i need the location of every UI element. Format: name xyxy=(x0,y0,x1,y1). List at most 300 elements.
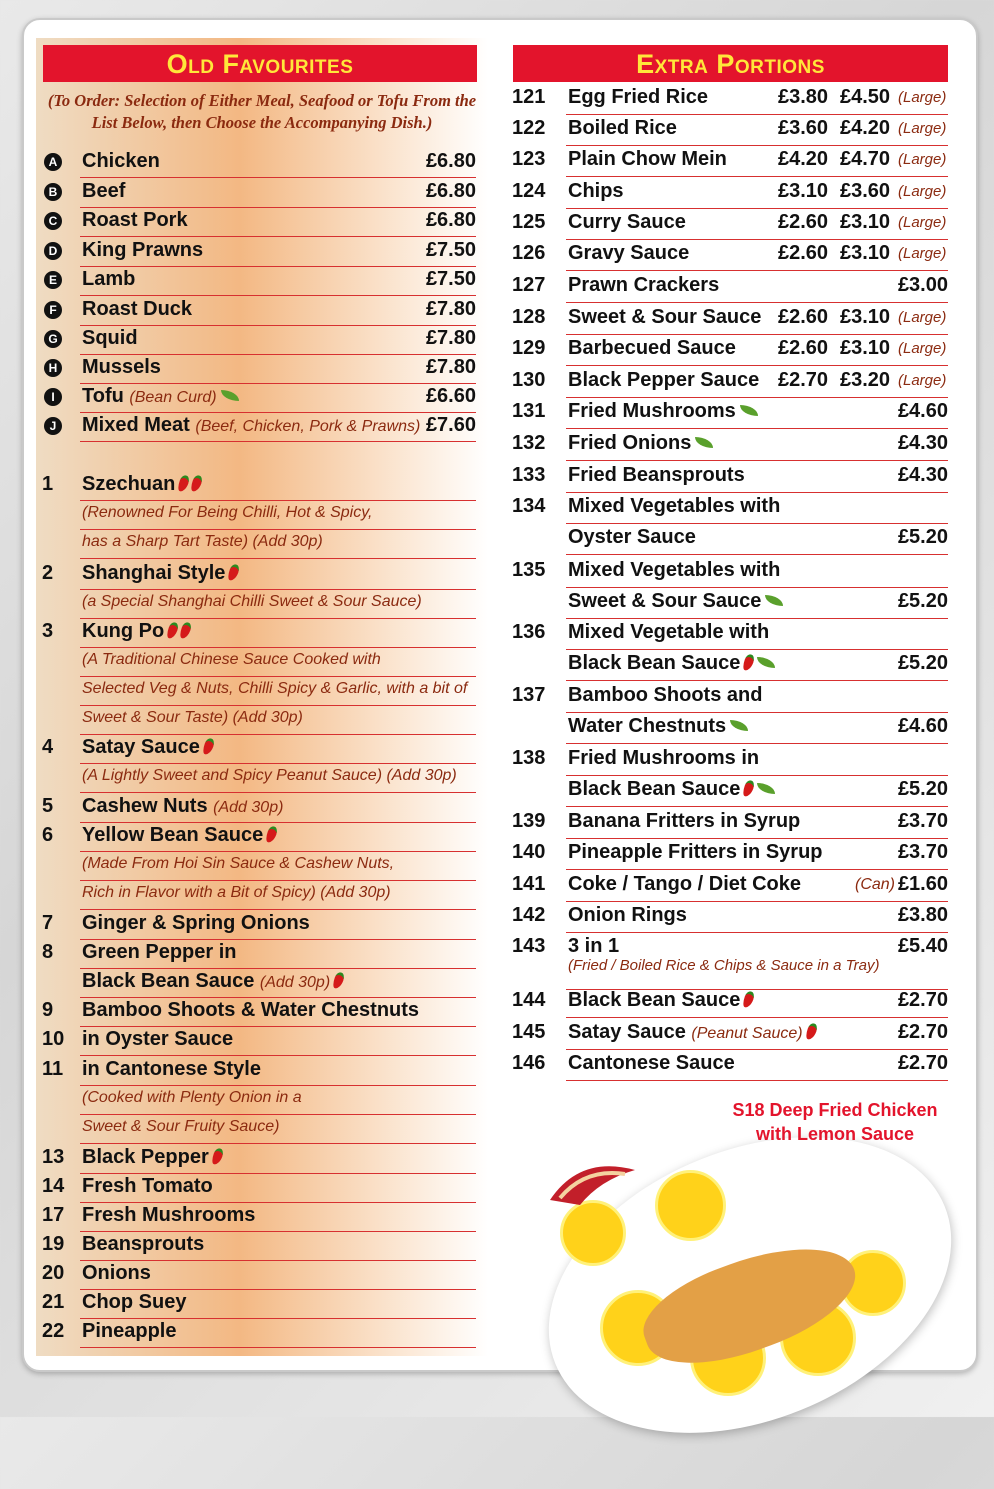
row-divider xyxy=(80,1026,476,1027)
meat-price: £7.80 xyxy=(425,298,476,320)
dish-description: Selected Veg & Nuts, Chilli Spicy & Garlic, with a bit of xyxy=(82,680,468,697)
extra-number: 141 xyxy=(512,873,546,895)
row-divider xyxy=(80,1085,476,1086)
row-divider xyxy=(80,558,476,559)
row-divider xyxy=(80,266,476,267)
extra-name-text: Satay Sauce xyxy=(568,1021,686,1043)
dish-description: (Renowned For Being Chilli, Hot & Spicy, xyxy=(82,504,373,521)
extra-price: £4.30 xyxy=(897,432,948,454)
row-divider xyxy=(80,909,476,910)
meat-price: £6.80 xyxy=(425,180,476,202)
extra-name-text: Sweet & Sour Sauce xyxy=(568,306,762,328)
row-divider xyxy=(80,295,476,296)
row-divider xyxy=(566,775,948,776)
extra-name-text: Banana Fritters in Syrup xyxy=(568,810,801,832)
dish-number: 2 xyxy=(42,562,54,584)
lemon-slice xyxy=(655,1170,726,1241)
dish-name-text: in Oyster Sauce xyxy=(82,1028,234,1050)
meat-option-name xyxy=(82,385,239,408)
row-divider xyxy=(80,207,476,208)
row-divider xyxy=(80,383,476,384)
extra-price: £5.40 xyxy=(897,935,948,957)
extra-price: £5.20 xyxy=(897,652,948,674)
extra-name-text: Mixed Vegetable with xyxy=(568,621,770,643)
extra-price: £2.70 xyxy=(897,1052,948,1074)
extra-name-line-2 xyxy=(568,652,775,675)
dish-number: 17 xyxy=(42,1204,65,1226)
extra-number: 144 xyxy=(512,989,546,1011)
extra-name-line-2 xyxy=(568,778,775,801)
row-divider xyxy=(80,1114,476,1115)
dish-number: 14 xyxy=(42,1175,65,1197)
leaf-icon xyxy=(757,657,775,668)
extra-price: £3.70 xyxy=(897,810,948,832)
chilli-icon xyxy=(742,653,756,672)
row-divider xyxy=(80,1289,476,1290)
photo-caption xyxy=(700,1098,970,1146)
extra-name-text: Boiled Rice xyxy=(568,117,677,139)
row-divider xyxy=(566,492,948,493)
chilli-icon xyxy=(166,621,180,640)
dish-number: 6 xyxy=(42,824,54,846)
row-divider xyxy=(566,649,948,650)
extra-name-text: Chips xyxy=(568,180,624,202)
dish-description: Sweet & Sour Taste) (Add 30p) xyxy=(82,709,303,726)
dish-name xyxy=(82,473,201,496)
row-divider xyxy=(80,1318,476,1319)
row-divider xyxy=(80,1055,476,1056)
row-divider xyxy=(566,239,948,240)
extra-name xyxy=(568,621,769,644)
dish-number: 5 xyxy=(42,795,54,817)
extra-price-regular: £3.60 xyxy=(778,117,829,139)
option-letter-badge: H xyxy=(44,359,62,377)
dish-name-text: Chop Suey xyxy=(82,1291,187,1313)
extra-name-text: Barbecued Sauce xyxy=(568,337,736,359)
dish-description: (a Special Shanghai Chilli Sweet & Sour Sauce) xyxy=(82,593,422,610)
extra-price: £5.20 xyxy=(897,526,948,548)
row-divider xyxy=(566,1017,948,1018)
row-divider xyxy=(80,1260,476,1261)
extra-price-large: £3.10 xyxy=(840,337,891,359)
dish-description: (Cooked with Plenty Onion in a xyxy=(82,1089,302,1106)
row-divider xyxy=(80,1231,476,1232)
meat-name-text: Lamb xyxy=(82,268,136,290)
row-divider xyxy=(566,838,948,839)
meat-name-text: King Prawns xyxy=(82,239,204,261)
extra-number: 135 xyxy=(512,559,546,581)
extra-price: £1.60 xyxy=(897,873,948,895)
large-label: (Large) xyxy=(898,245,947,262)
extra-name-text: Cantonese Sauce xyxy=(568,1052,735,1074)
dish-number: 4 xyxy=(42,736,54,758)
extra-price: £3.80 xyxy=(897,904,948,926)
row-divider xyxy=(566,270,948,271)
extra-price-large: £4.70 xyxy=(840,148,891,170)
meat-price: £6.60 xyxy=(425,385,476,407)
meat-price: £7.80 xyxy=(425,327,476,349)
large-label: (Large) xyxy=(898,151,947,168)
meat-option-name xyxy=(82,356,161,379)
extra-name xyxy=(568,432,713,455)
row-divider xyxy=(566,365,948,366)
meat-name-text: Squid xyxy=(82,327,138,349)
extra-number: 126 xyxy=(512,242,546,264)
extra-name xyxy=(568,369,759,392)
extra-price-regular: £3.10 xyxy=(778,180,829,202)
extra-price: £3.00 xyxy=(897,274,948,296)
option-letter-badge: F xyxy=(44,301,62,319)
meat-name-text: Tofu xyxy=(82,385,124,407)
extra-name xyxy=(568,242,689,265)
meat-price: £7.50 xyxy=(425,239,476,261)
dish-name-text: Shanghai Style xyxy=(82,562,226,584)
row-divider xyxy=(80,441,476,442)
extra-name xyxy=(568,1052,735,1075)
large-label: (Large) xyxy=(898,340,947,357)
dish-name-text: Pineapple xyxy=(82,1320,177,1342)
dish-name-text: Szechuan xyxy=(82,473,176,495)
extra-price-regular: £3.80 xyxy=(778,86,829,108)
row-divider xyxy=(80,1143,476,1144)
row-divider xyxy=(566,806,948,807)
extra-name xyxy=(568,274,719,297)
extra-portions-banner xyxy=(513,45,948,82)
dish-name-text: Black Bean Sauce xyxy=(82,970,255,992)
dish-name xyxy=(82,1146,222,1169)
extra-price: £5.20 xyxy=(897,778,948,800)
extra-price: £4.60 xyxy=(897,715,948,737)
extra-name xyxy=(568,1021,816,1044)
extra-price-large: £3.20 xyxy=(840,369,891,391)
extra-name xyxy=(568,117,677,140)
row-divider xyxy=(80,792,476,793)
row-divider xyxy=(80,939,476,940)
large-label: (Large) xyxy=(898,183,947,200)
extra-number: 139 xyxy=(512,810,546,832)
row-divider xyxy=(566,712,948,713)
row-divider xyxy=(80,529,476,530)
dish-name-text: Green Pepper in xyxy=(82,941,237,963)
extra-number: 142 xyxy=(512,904,546,926)
dish-number: 19 xyxy=(42,1233,65,1255)
row-divider xyxy=(566,932,948,933)
dish-name xyxy=(82,824,276,847)
row-divider xyxy=(566,901,948,902)
row-divider xyxy=(566,460,948,461)
extra-name-text: 3 in 1 xyxy=(568,935,620,957)
large-label: (Large) xyxy=(898,89,947,106)
unit-label: (Can) xyxy=(854,876,895,893)
extra-name xyxy=(568,810,800,833)
extra-price-large: £3.10 xyxy=(840,211,891,233)
extra-name xyxy=(568,904,687,927)
extra-name xyxy=(568,873,801,896)
dish-name-line-2 xyxy=(82,970,343,993)
dish-name-text: Fresh Tomato xyxy=(82,1175,213,1197)
row-divider xyxy=(80,177,476,178)
extra-name-text: Coke / Tango / Diet Coke xyxy=(568,873,801,895)
row-divider xyxy=(80,325,476,326)
dish-surcharge: (Add 30p) xyxy=(259,974,331,991)
extra-name-text: Fried Mushrooms xyxy=(568,400,736,422)
chilli-icon xyxy=(177,474,191,493)
extra-price-regular: £4.20 xyxy=(778,148,829,170)
option-letter-badge: I xyxy=(44,388,62,406)
extra-price-large: £4.20 xyxy=(840,117,891,139)
extra-number: 133 xyxy=(512,464,546,486)
meat-option-name xyxy=(82,209,188,232)
extra-price-large: £4.50 xyxy=(840,86,891,108)
meat-note: (Beef, Chicken, Pork & Prawns) xyxy=(195,418,421,435)
dish-name xyxy=(82,795,283,818)
large-label: (Large) xyxy=(898,372,947,389)
row-divider xyxy=(566,743,948,744)
extra-name-text: Bamboo Shoots and xyxy=(568,684,763,706)
apple-garnish xyxy=(540,1150,640,1210)
extra-name-text: Black Bean Sauce xyxy=(568,652,741,674)
dish-description: (Made From Hoi Sin Sauce & Cashew Nuts, xyxy=(82,855,395,872)
extra-number: 137 xyxy=(512,684,546,706)
row-divider xyxy=(566,1049,948,1050)
extra-name xyxy=(568,559,780,582)
extra-price-large: £3.10 xyxy=(840,242,891,264)
meat-option-name xyxy=(82,298,192,321)
dish-name xyxy=(82,1028,233,1051)
row-divider xyxy=(80,734,476,735)
meat-name-text: Beef xyxy=(82,180,126,202)
dish-name xyxy=(82,1175,213,1198)
extra-number: 124 xyxy=(512,180,546,202)
dish-name xyxy=(82,1058,261,1081)
dish-name-text: Beansprouts xyxy=(82,1233,205,1255)
extra-number: 128 xyxy=(512,306,546,328)
row-divider xyxy=(80,500,476,501)
dish-number: 11 xyxy=(42,1058,64,1080)
meat-name-text: Roast Pork xyxy=(82,209,188,231)
dish-number: 8 xyxy=(42,941,54,963)
extra-number: 138 xyxy=(512,747,546,769)
row-divider xyxy=(566,145,948,146)
row-divider xyxy=(566,1080,948,1081)
meat-price: £6.80 xyxy=(425,150,476,172)
row-divider xyxy=(80,1347,476,1348)
meat-name-text: Mixed Meat xyxy=(82,414,190,436)
leaf-icon xyxy=(740,405,758,416)
dish-description: Sweet & Sour Fruity Sauce) xyxy=(82,1118,280,1135)
row-divider xyxy=(80,1173,476,1174)
extra-number: 130 xyxy=(512,369,546,391)
extra-name-text: Black Pepper Sauce xyxy=(568,369,760,391)
meat-option-name xyxy=(82,414,420,437)
row-divider xyxy=(80,997,476,998)
option-letter-badge: C xyxy=(44,212,62,230)
extra-name-text: Curry Sauce xyxy=(568,211,686,233)
extra-price: £3.70 xyxy=(897,841,948,863)
extra-name-text: Fried Onions xyxy=(568,432,692,454)
extra-name-text: Plain Chow Mein xyxy=(568,148,727,170)
chilli-icon xyxy=(742,779,756,798)
extra-name xyxy=(568,211,686,234)
extra-number: 131 xyxy=(512,400,546,422)
row-divider xyxy=(566,618,948,619)
option-letter-badge: D xyxy=(44,242,62,260)
option-letter-badge: G xyxy=(44,330,62,348)
row-divider xyxy=(80,647,476,648)
caption-line-2: with Lemon Sauce xyxy=(755,1124,915,1144)
extra-name xyxy=(568,464,745,487)
dish-number: 10 xyxy=(42,1028,65,1050)
dish-name-text: Bamboo Shoots & Water Chestnuts xyxy=(82,999,420,1021)
row-divider xyxy=(566,302,948,303)
extra-name xyxy=(568,989,753,1012)
extra-number: 132 xyxy=(512,432,546,454)
row-divider xyxy=(80,763,476,764)
leaf-icon xyxy=(765,595,783,606)
meat-option-name xyxy=(82,268,135,291)
extra-name xyxy=(568,684,762,707)
extra-name-text: Fried Mushrooms in xyxy=(568,747,760,769)
old-favourites-banner xyxy=(43,45,477,82)
extra-price-large: £3.60 xyxy=(840,180,891,202)
extra-name xyxy=(568,148,727,171)
extra-name xyxy=(568,400,758,423)
large-label: (Large) xyxy=(898,120,947,137)
option-letter-badge: J xyxy=(44,417,62,435)
dish-description: Rich in Flavor with a Bit of Spicy) (Add 30p) xyxy=(82,884,391,901)
meat-name-text: Chicken xyxy=(82,150,160,172)
row-divider xyxy=(566,334,948,335)
extra-name-text: Sweet & Sour Sauce xyxy=(568,590,762,612)
meat-option-name xyxy=(82,327,138,350)
extra-number: 146 xyxy=(512,1052,546,1074)
extra-name-text: Fried Beansprouts xyxy=(568,464,745,486)
extra-name-line-2 xyxy=(568,715,748,738)
dish-name xyxy=(82,1233,204,1256)
option-letter-badge: A xyxy=(44,153,62,171)
row-divider xyxy=(80,1202,476,1203)
dish-description: (A Lightly Sweet and Spicy Peanut Sauce) (Add 30p) xyxy=(82,767,457,784)
dish-number: 20 xyxy=(42,1262,65,1284)
extra-name-line-2 xyxy=(568,590,783,613)
dish-name xyxy=(82,1262,151,1285)
old-favourites-title: Old Favourites xyxy=(166,49,354,79)
dish-number: 7 xyxy=(42,912,54,934)
extra-number: 122 xyxy=(512,117,546,139)
meat-price: £7.50 xyxy=(425,268,476,290)
leaf-icon xyxy=(221,390,239,401)
meat-price: £7.60 xyxy=(425,414,476,436)
extra-name-text: Water Chestnuts xyxy=(568,715,727,737)
row-divider xyxy=(566,680,948,681)
extra-name-text: Mixed Vegetables with xyxy=(568,495,781,517)
extra-name-text: Egg Fried Rice xyxy=(568,86,709,108)
row-divider xyxy=(80,412,476,413)
row-divider xyxy=(566,114,948,115)
extra-number: 129 xyxy=(512,337,546,359)
dish-number: 22 xyxy=(42,1320,65,1342)
meat-option-name xyxy=(82,239,203,262)
extra-name-text: Black Bean Sauce xyxy=(568,989,741,1011)
extra-number: 121 xyxy=(512,86,546,108)
row-divider xyxy=(80,236,476,237)
row-divider xyxy=(80,589,476,590)
extra-name-text: Prawn Crackers xyxy=(568,274,720,296)
dish-name xyxy=(82,941,237,964)
extra-name-text: Oyster Sauce xyxy=(568,526,696,548)
extra-price: £4.30 xyxy=(897,464,948,486)
row-divider xyxy=(566,428,948,429)
extra-name xyxy=(568,180,624,203)
extra-name-text: Mixed Vegetables with xyxy=(568,559,781,581)
row-divider xyxy=(566,869,948,870)
extra-price: £4.60 xyxy=(897,400,948,422)
meat-price: £7.80 xyxy=(425,356,476,378)
extra-number: 123 xyxy=(512,148,546,170)
extra-number: 134 xyxy=(512,495,546,517)
caption-line-1: S18 Deep Fried Chicken xyxy=(732,1100,938,1120)
extra-name-text: Gravy Sauce xyxy=(568,242,690,264)
dish-name-text: Satay Sauce xyxy=(82,736,200,758)
dish-name-text: Onions xyxy=(82,1262,151,1284)
row-divider xyxy=(566,397,948,398)
leaf-icon xyxy=(757,783,775,794)
dish-number: 1 xyxy=(42,473,54,495)
dish-name-text: Cashew Nuts xyxy=(82,795,208,817)
leaf-icon xyxy=(695,437,713,448)
extra-name xyxy=(568,935,619,958)
extra-name-text: Onion Rings xyxy=(568,904,687,926)
extra-name-text: Pineapple Fritters in Syrup xyxy=(568,841,823,863)
extra-price-regular: £2.60 xyxy=(778,242,829,264)
extra-name xyxy=(568,306,761,329)
dish-surcharge: (Add 30p) xyxy=(213,799,284,816)
dish-name xyxy=(82,999,419,1022)
order-instructions: (To Order: Selection of Either Meal, Seafood or Tofu From the List Below, then Choose the Accompanying Dish.) xyxy=(47,91,477,132)
dish-name-text: in Cantonese Style xyxy=(82,1058,261,1080)
row-divider xyxy=(80,851,476,852)
dish-number: 3 xyxy=(42,620,54,642)
row-divider xyxy=(566,208,948,209)
dish-name xyxy=(82,1320,176,1343)
extra-number: 125 xyxy=(512,211,546,233)
row-divider xyxy=(80,618,476,619)
row-divider xyxy=(566,554,948,555)
dish-name-text: Ginger & Spring Onions xyxy=(82,912,310,934)
dish-name xyxy=(82,912,310,935)
dish-name xyxy=(82,1204,255,1227)
dish-name-text: Fresh Mushrooms xyxy=(82,1204,256,1226)
extra-price-regular: £2.60 xyxy=(778,211,829,233)
extra-price: £2.70 xyxy=(897,989,948,1011)
row-divider xyxy=(566,523,948,524)
row-divider xyxy=(80,676,476,677)
large-label: (Large) xyxy=(898,214,947,231)
dish-name xyxy=(82,1291,186,1314)
large-label: (Large) xyxy=(898,309,947,326)
extra-price: £2.70 xyxy=(897,1021,948,1043)
extra-description: (Fried / Boiled Rice & Chips & Sauce in a Tray) xyxy=(568,957,880,974)
extra-number: 136 xyxy=(512,621,546,643)
extra-name xyxy=(568,337,736,360)
option-letter-badge: B xyxy=(44,183,62,201)
row-divider xyxy=(80,880,476,881)
dish-number: 9 xyxy=(42,999,54,1021)
extra-name xyxy=(568,495,780,518)
extra-price-regular: £2.70 xyxy=(778,369,829,391)
extra-price-regular: £2.60 xyxy=(778,306,829,328)
row-divider xyxy=(566,587,948,588)
